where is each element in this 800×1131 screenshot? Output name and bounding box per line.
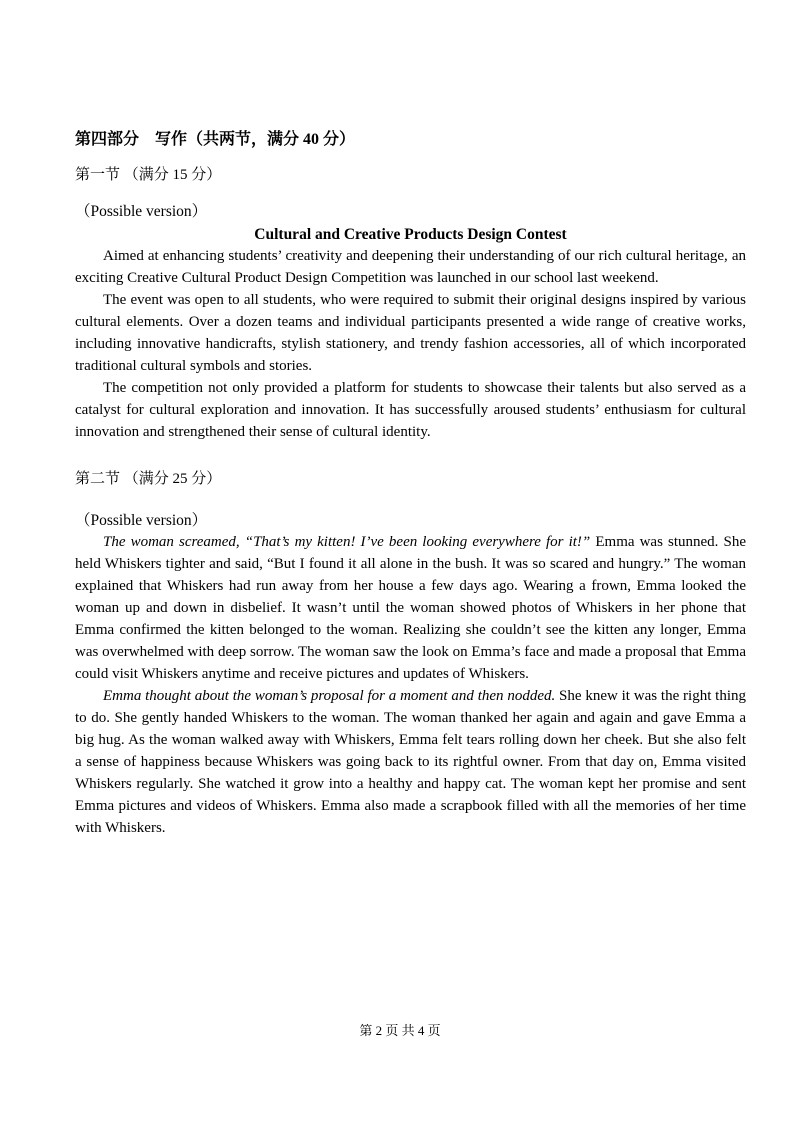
part1-paragraph-3: The competition not only provided a platform for students to showcase their talents but also served as a catalyst for cultural exploration and innovation. It has successfully aroused students’ enthusiasm for cultural innovation and strengthened their sense of cultural identity. (75, 380, 746, 440)
part2-paragraph-1-italic-lead: The woman screamed, “That’s my kitten! I’ve been looking everywhere for it!” (103, 534, 591, 550)
document-content (75, 130, 746, 839)
part2-paragraph-1-rest: Emma was stunned. She held Whiskers tighter and said, “But I found it all alone in the bush. It was so scared and hungry.” The woman explained that Whiskers had run away from her house a few days ago. Wearing a frown, Emma looked the woman up and down in disbelief. It wasn’t until the woman showed photos of Whiskers in her phone that Emma confirmed the kitten belonged to the woman. Realizing she couldn’t see the kitten any longer, Emma was overwhelmed with deep sorrow. The woman saw the look on Emma’s face and made a proposal that Emma could visit Whiskers anytime and receive pictures and updates of Whiskers. (75, 534, 746, 682)
page-number-indicator: 第 2 页 共 4 页 (359, 1023, 441, 1038)
part2-paragraph-2 (75, 685, 746, 839)
part1-paragraph-2: The event was open to all students, who were required to submit their original designs inspired by various cultural elements. Over a dozen teams and individual participants presented a wide range of creative works, including innovative handicrafts, stylish stationery, and trendy fashion accessories, all of which incorporated traditional cultural symbols and stories. (75, 292, 746, 374)
essay-title: Cultural and Creative Products Design Contest (254, 226, 567, 243)
section-header: 第四部分 写作（共两节，满分 40 分） (75, 131, 356, 148)
part1-paragraph-1: Aimed at enhancing students’ creativity and deepening their understanding of our rich cultural heritage, an exciting Creative Cultural Product Design Competition was launched in our school last weekend. (75, 248, 746, 286)
part2-heading: 第二节 （满分 25 分） (75, 471, 222, 487)
part2-paragraph-2-italic-lead: Emma thought about the woman’s proposal for a moment and then nodded. (103, 688, 556, 704)
part2-paragraph-2-rest: She knew it was the right thing to do. She gently handed Whiskers to the woman. The woman thanked her again and again and gave Emma a big hug. As the woman walked away with Whiskers, Emma felt tears rolling down her cheek. But she also felt a sense of happiness because Whiskers was going back to its rightful owner. From that day on, Emma visited Whiskers regularly. She watched it grow into a healthy and happy cat. The woman kept her promise and sent Emma pictures and videos of Whiskers. Emma also made a scrapbook filled with all the memories of her time with Whiskers. (75, 688, 747, 836)
part2-paragraph-1 (75, 531, 746, 685)
part2-possible-version-label: （Possible version） (75, 512, 208, 529)
part1-possible-version-label: （Possible version） (75, 203, 208, 220)
part1-heading: 第一节 （满分 15 分） (75, 167, 222, 183)
